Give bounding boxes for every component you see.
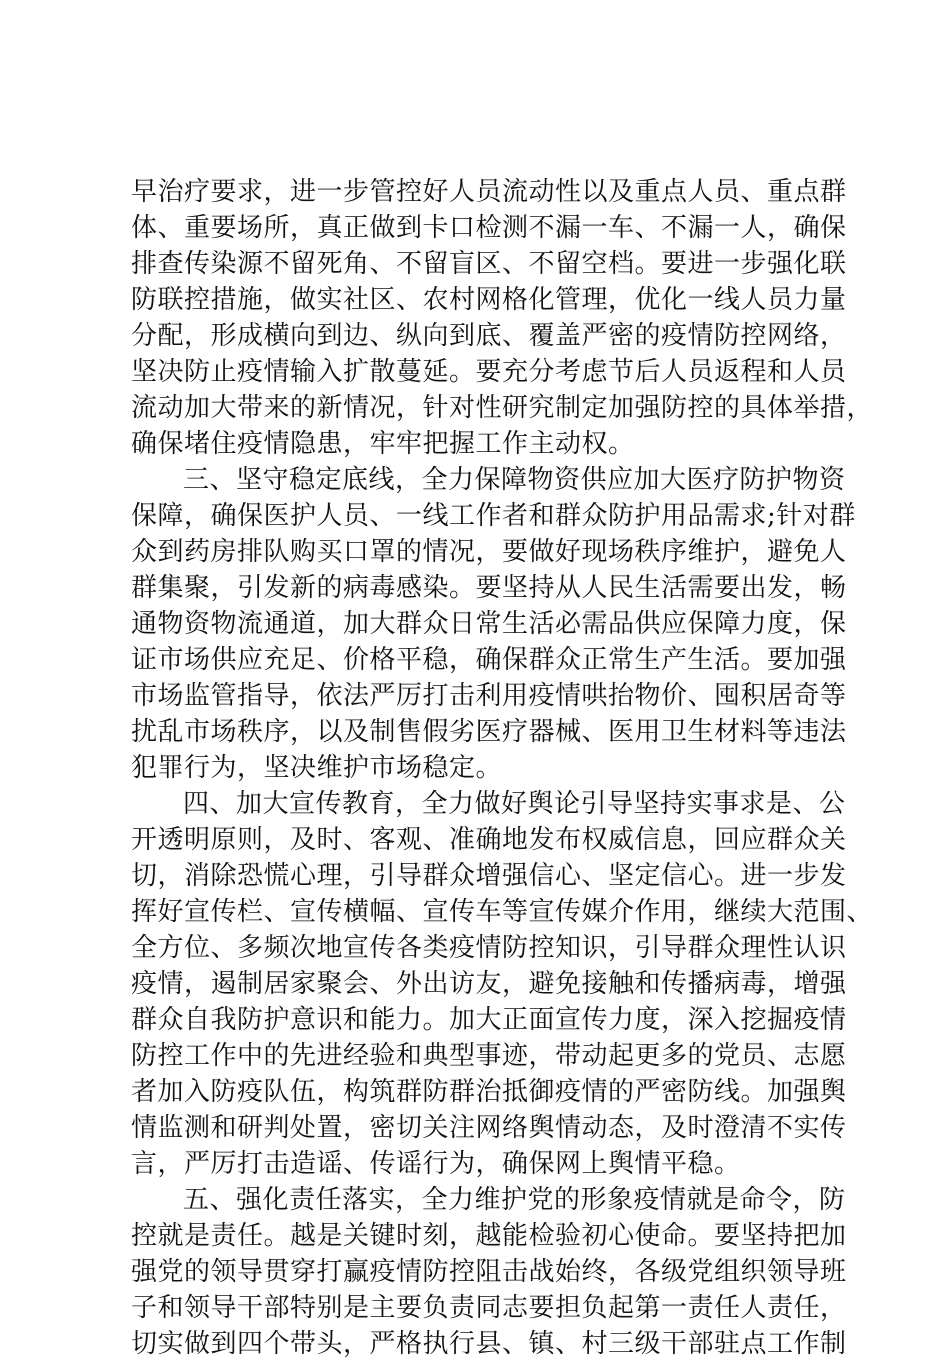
text-line: 挥好宣传栏、宣传横幅、宣传车等宣传媒介作用，继续大范围、 [131, 897, 874, 927]
text-line: 众到药房排队购买口罩的情况，要做好现场秩序维护，避免人 [131, 537, 847, 567]
text-line: 早治疗要求，进一步管控好人员流动性以及重点人员、重点群 [131, 177, 847, 207]
text-line: 疫情，遏制居家聚会、外出访友，避免接触和传播病毒，增强 [131, 969, 847, 999]
text-line: 通物资物流通道，加大群众日常生活必需品供应保障力度，保 [131, 609, 847, 639]
text-line: 切，消除恐慌心理，引导群众增强信心、坚定信心。进一步发 [131, 861, 847, 891]
text-line: 控就是责任。越是关键时刻，越能检验初心使命。要坚持把加 [131, 1221, 847, 1251]
text-line: 确保堵住疫情隐患，牢牢把握工作主动权。 [131, 429, 635, 459]
text-line: 证市场供应充足、价格平稳，确保群众正常生产生活。要加强 [131, 645, 847, 675]
text-line: 情监测和研判处置，密切关注网络舆情动态，及时澄清不实传 [131, 1113, 847, 1143]
text-line: 犯罪行为，坚决维护市场稳定。 [131, 753, 503, 783]
text-line: 流动加大带来的新情况，针对性研究制定加强防控的具体举措， [131, 393, 874, 423]
text-line: 者加入防疫队伍，构筑群防群治抵御疫情的严密防线。加强舆 [131, 1077, 847, 1107]
text-line: 防联控措施，做实社区、农村网格化管理，优化一线人员力量 [131, 285, 847, 315]
text-line: 体、重要场所，真正做到卡口检测不漏一车、不漏一人，确保 [131, 213, 847, 243]
text-line: 子和领导干部特别是主要负责同志要担负起第一责任人责任， [131, 1293, 847, 1323]
text-line: 全方位、多频次地宣传各类疫情防控知识，引导群众理性认识 [131, 933, 847, 963]
paragraph-heading-3: 三、坚守稳定底线，全力保障物资供应加大医疗防护物资 [183, 465, 846, 495]
paragraph-heading-5: 五、强化责任落实，全力维护党的形象疫情就是命令，防 [183, 1185, 846, 1215]
text-line: 分配，形成横向到边、纵向到底、覆盖严密的疫情防控网络， [131, 321, 847, 351]
text-line: 强党的领导贯穿打赢疫情防控阻击战始终，各级党组织领导班 [131, 1257, 847, 1287]
text-line: 扰乱市场秩序，以及制售假劣医疗器械、医用卫生材料等违法 [131, 717, 847, 747]
text-line: 防控工作中的先进经验和典型事迹，带动起更多的党员、志愿 [131, 1041, 847, 1071]
text-line: 群集聚，引发新的病毒感染。要坚持从人民生活需要出发，畅 [131, 573, 847, 603]
text-line: 开透明原则，及时、客观、准确地发布权威信息，回应群众关 [131, 825, 847, 855]
text-line: 切实做到四个带头，严格执行县、镇、村三级干部驻点工作制 [131, 1329, 847, 1359]
text-line: 市场监管指导，依法严厉打击利用疫情哄抬物价、囤积居奇等 [131, 681, 847, 711]
paragraph-heading-4: 四、加大宣传教育，全力做好舆论引导坚持实事求是、公 [183, 789, 846, 819]
text-line: 排查传染源不留死角、不留盲区、不留空档。要进一步强化联 [131, 249, 847, 279]
text-line: 言，严厉打击造谣、传谣行为，确保网上舆情平稳。 [131, 1149, 741, 1179]
text-line: 保障，确保医护人员、一线工作者和群众防护用品需求;针对群 [131, 501, 856, 531]
text-line: 坚决防止疫情输入扩散蔓延。要充分考虑节后人员返程和人员 [131, 357, 847, 387]
text-line: 群众自我防护意识和能力。加大正面宣传力度，深入挖掘疫情 [131, 1005, 847, 1035]
